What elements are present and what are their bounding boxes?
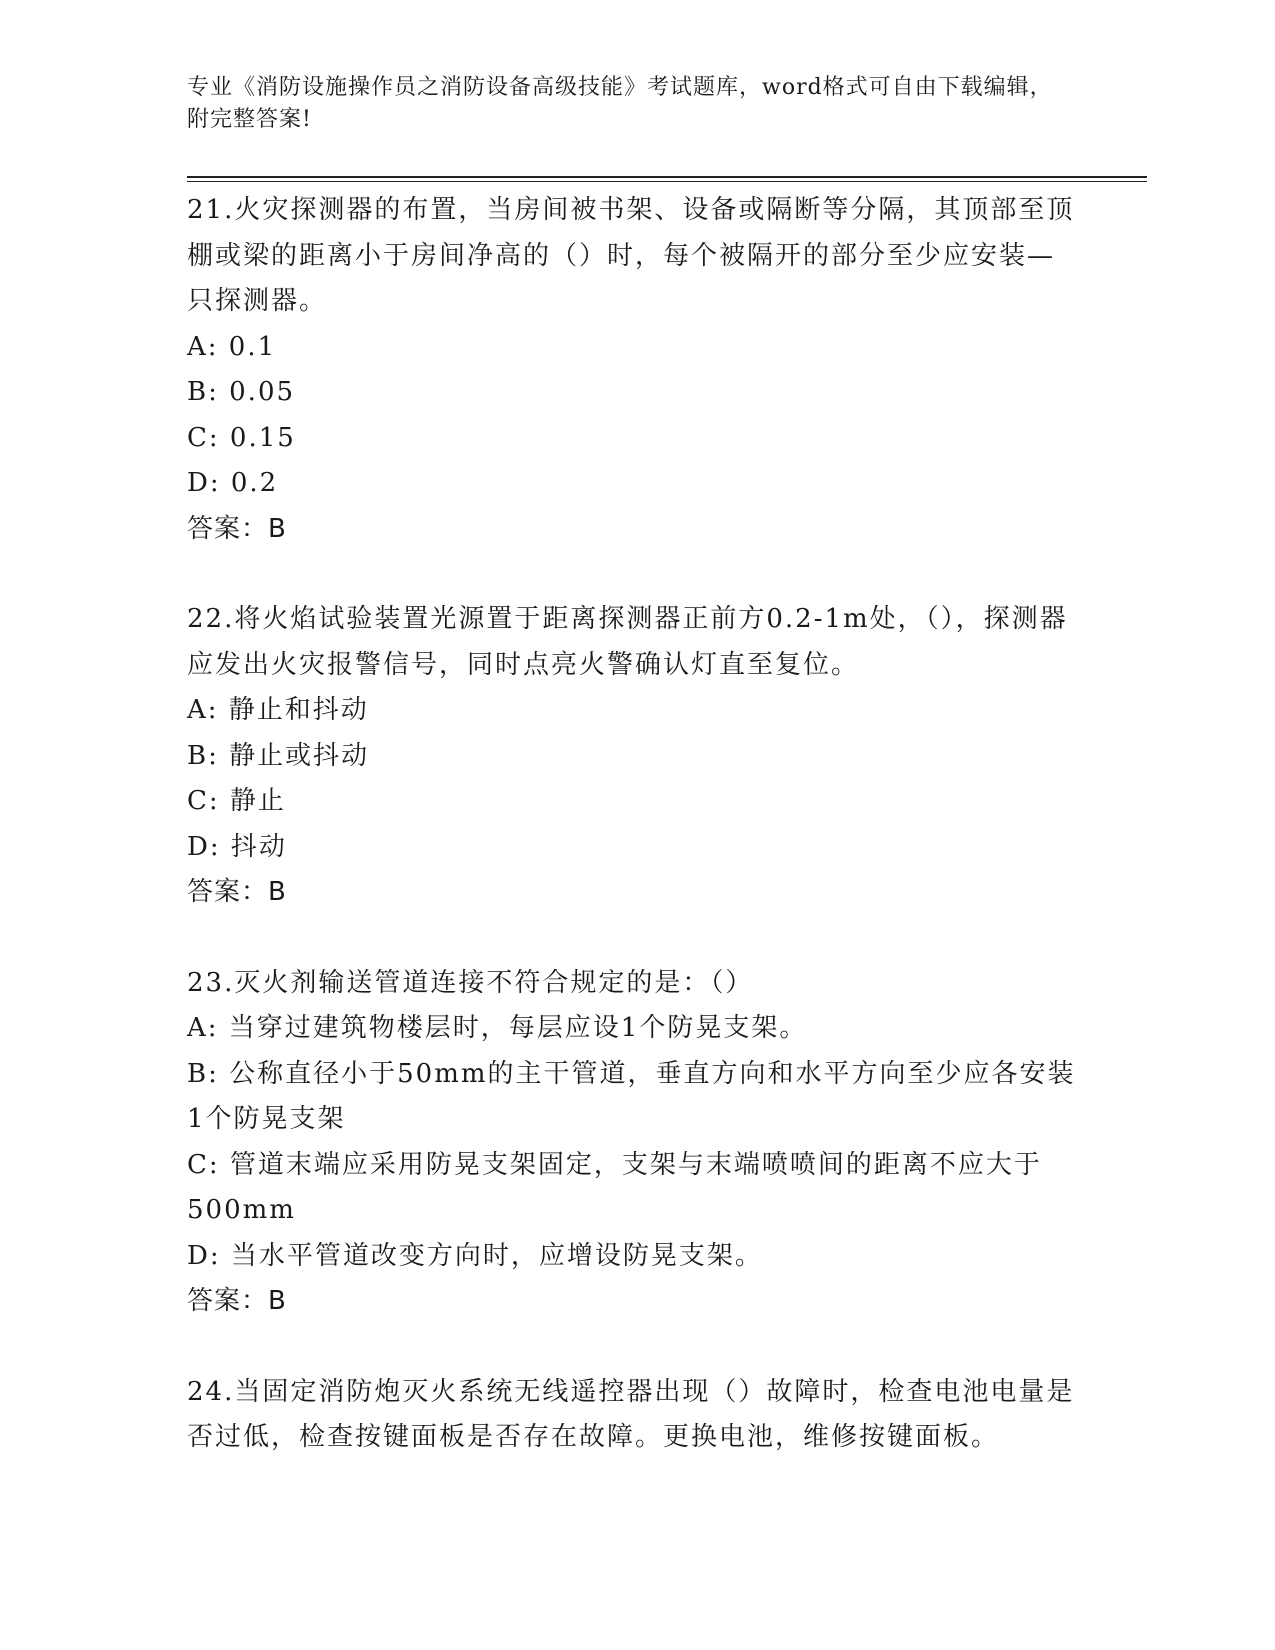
question-stem: 21.火灾探测器的布置，当房间被书架、设备或隔断等分隔，其顶部至顶棚或梁的距离小于房间净高的（）时，每个被隔开的部分至少应安装—只探测器。 xyxy=(187,195,1075,316)
answer-label: 答案：B xyxy=(187,513,287,544)
question-list xyxy=(187,188,1077,1461)
option-c: C: 管道末端应采用防晃支架固定，支架与末端喷喷间的距离不应大于500mm xyxy=(187,1149,1042,1225)
option-a: A: 静止和抖动 xyxy=(187,695,369,725)
question-item xyxy=(187,961,1077,1325)
option-c: C: 静止 xyxy=(187,786,286,816)
header-divider-thick xyxy=(187,176,1147,178)
question-stem: 22.将火焰试验装置光源置于距离探测器正前方0.2-1m处，（），探测器应发出火灾报警信号，同时点亮火警确认灯直至复位。 xyxy=(187,604,1068,680)
option-d: D: 当水平管道改变方向时，应增设防晃支架。 xyxy=(187,1240,763,1271)
document-header: 专业《消防设施操作员之消防设备高级技能》考试题库，word格式可自由下载编辑，附完整答案! xyxy=(187,75,1053,132)
answer-label: 答案：B xyxy=(187,877,287,907)
option-b: B: 公称直径小于50mm的主干管道，垂直方向和水平方向至少应各安装1个防晃支架 xyxy=(187,1058,1076,1134)
question-item xyxy=(187,188,1077,552)
option-c: C: 0.15 xyxy=(187,422,296,453)
question-stem: 24.当固定消防炮灭火系统无线遥控器出现（）故障时，检查电池电量是否过低，检查按键面板是否存在故障。更换电池，维修按键面板。 xyxy=(187,1376,1075,1452)
question-stem: 23.灭火剂输送管道连接不符合规定的是：（） xyxy=(187,967,754,998)
header-divider-thin xyxy=(187,181,1147,182)
option-d: D: 抖动 xyxy=(187,831,287,862)
option-b: B: 0.05 xyxy=(187,377,296,407)
question-item xyxy=(187,597,1077,916)
option-a: A: 当穿过建筑物楼层时，每层应设1个防晃支架。 xyxy=(187,1013,808,1043)
answer-label: 答案：B xyxy=(187,1286,287,1316)
option-a: A: 0.1 xyxy=(187,331,277,362)
option-d: D: 0.2 xyxy=(187,468,279,498)
question-item xyxy=(187,1370,1077,1461)
option-b: B: 静止或抖动 xyxy=(187,740,370,771)
